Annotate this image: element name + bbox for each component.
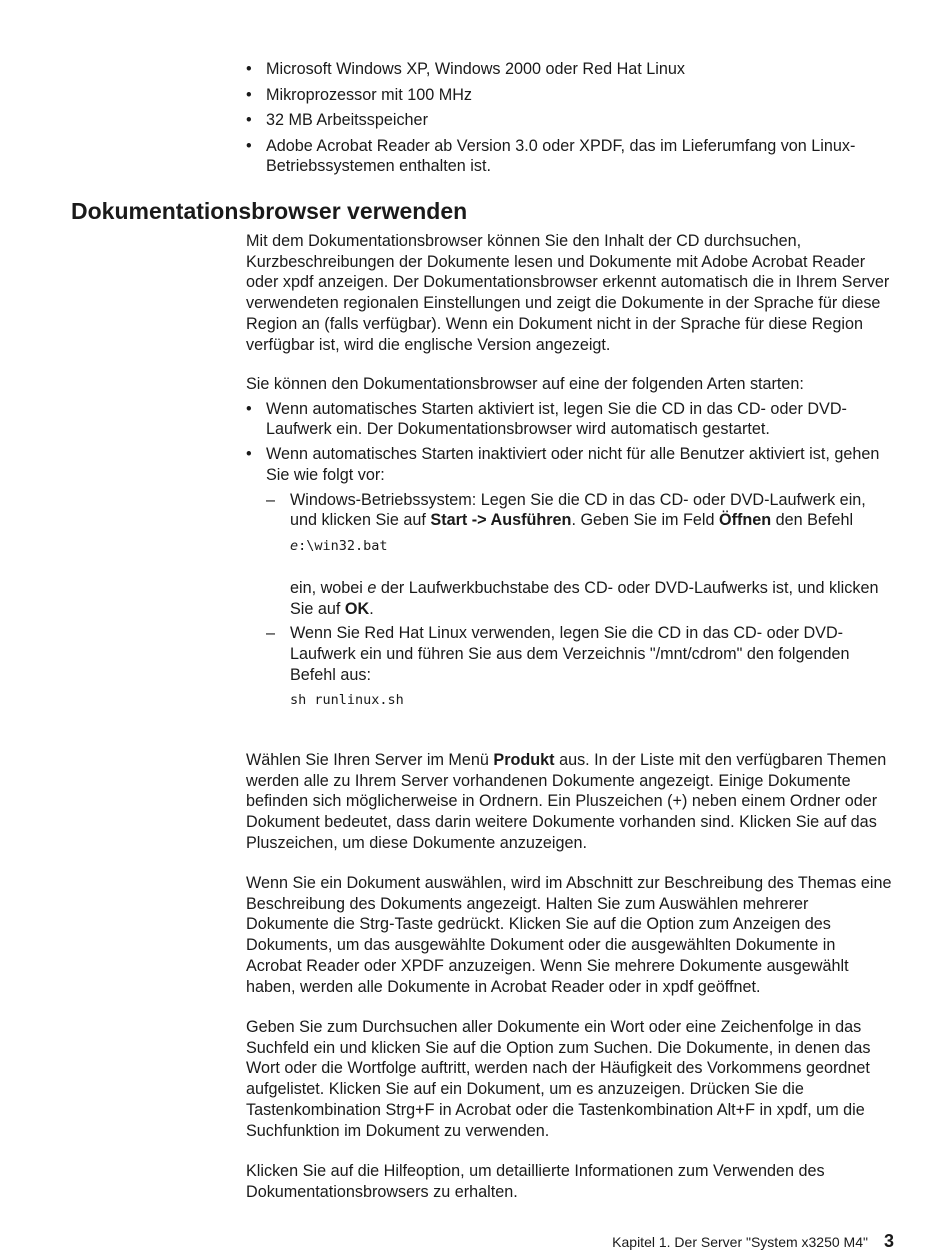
linux-instruction: – Wenn Sie Red Hat Linux verwenden, legen Sie die CD in das CD- oder DVD-Laufwerk ein und führen Sie aus dem Verzeichnis "/mnt/cdrom" den folgenden Befehl aus:: [246, 623, 894, 685]
product-section: [246, 750, 894, 854]
product-paragraph: Wählen Sie Ihren Server im Menü Produkt aus. In der Liste mit den verfügbaren Themen werden alle zu Ihrem Server vorhandenen Dokumente angezeigt. Einige Dokumente befinden sich möglicherweise in Ordnern. Ein Pluszeichen (+) neben einem Ordner oder Dokument bedeutet, dass darin weitere Dokumente vorhanden sind. Klicken Sie auf das Pluszeichen, um diese Dokumente anzuzeigen.: [246, 751, 887, 852]
start-bullet-manual: • Wenn automatisches Starten inaktiviert oder nicht für alle Benutzer aktiviert ist, gehen Sie wie folgt vor:: [246, 444, 894, 485]
section-heading: Dokumentationsbrowser verwenden: [71, 198, 468, 224]
help-paragraph: Klicken Sie auf die Hilfeoption, um detaillierte Informationen zum Verwenden des Dokumentationsbrowsers zu erhalten.: [246, 1162, 825, 1201]
ok-label: OK: [344, 599, 370, 618]
intro-paragraph: Mit dem Dokumentationsbrowser können Sie den Inhalt der CD durchsuchen, Kurzbeschreibungen der Dokumente lesen und Dokumente mit Adobe Acrobat Reader oder xpdf anzeigen. Der Dokumentationsbrowser erkennt automatisch die in Ihrem Server verwendeten regionalen Einstellungen und zeigt die Dokumente in der Sprache für diese Region an (falls verfügbar). Wenn ein Dokument nicht in der Sprache für diese Region verfügbar ist, wird die englische Version angezeigt.: [246, 232, 890, 354]
help-section: [246, 1161, 894, 1202]
chapter-title: Kapitel 1. Der Server "System x3250 M4": [612, 1234, 868, 1250]
windows-instruction: – Windows-Betriebssystem: Legen Sie die CD in das CD- oder DVD-Laufwerk ein, und klicken Sie auf Start -> Ausführen. Geben Sie im Feld Öffnen den Befehl: [246, 490, 894, 531]
windows-command: e:\win32.bat: [290, 537, 388, 554]
body-column-1: [246, 231, 894, 355]
search-section: [246, 1017, 894, 1141]
list-item: • 32 MB Arbeitsspeicher: [246, 110, 894, 136]
windows-note: ein, wobei e der Laufwerkbuchstabe des CD- oder DVD-Laufwerks ist, und klicken Sie auf OK.: [290, 578, 879, 618]
start-intro: Sie können den Dokumentationsbrowser auf eine der folgenden Arten starten:: [246, 375, 804, 393]
select-paragraph: Wenn Sie ein Dokument auswählen, wird im Abschnitt zur Beschreibung des Themas eine Beschreibung des Dokuments angezeigt. Halten Sie zum Auswählen mehrerer Dokumente die Strg-Taste gedrückt. Klicken Sie auf die Option zum Anzeigen des Dokuments, um das ausgewählte Dokument oder die ausgewählten Dokumente in Acrobat Reader oder XPDF anzuzeigen. Wenn Sie mehrere Dokumente ausgewählt haben, werden alle Dokumente in Acrobat Reader oder in xpdf geöffnet.: [246, 874, 892, 996]
select-section: [246, 873, 894, 997]
list-item: • Microsoft Windows XP, Windows 2000 oder Red Hat Linux: [246, 59, 894, 85]
search-paragraph: Geben Sie zum Durchsuchen aller Dokumente ein Wort oder eine Zeichenfolge in das Suchfeld ein und klicken Sie auf die Option zum Suchen. Die Dokumente, in denen das Wort oder die Wortfolge auftritt, werden nach der Häufigkeit des Vorkommens geordnet aufgelistet. Klicken Sie auf ein Dokument, um es anzuzeigen. Drücken Sie die Tastenkombination Strg+F in Acrobat oder die Tastenkombination Alt+F in xpdf, um die Suchfunktion im Dokument zu verwenden.: [246, 1018, 871, 1140]
product-menu-label: Produkt: [493, 751, 555, 769]
list-item: • Adobe Acrobat Reader ab Version 3.0 oder XPDF, das im Lieferumfang von Linux-Betriebssystemen enthalten ist.: [246, 136, 894, 177]
linux-command: sh runlinux.sh: [290, 692, 404, 709]
requirements-list: [246, 59, 894, 177]
page-footer: [612, 1232, 894, 1251]
page-number: 3: [883, 1231, 894, 1251]
open-field-label: Öffnen: [719, 511, 772, 530]
start-methods: [246, 374, 894, 710]
list-item: • Mikroprozessor mit 100 MHz: [246, 85, 894, 111]
start-bullet-auto: • Wenn automatisches Starten aktiviert ist, legen Sie die CD in das CD- oder DVD-Laufwerk ein. Der Dokumentationsbrowser wird automatisch gestartet.: [246, 399, 894, 440]
start-run-label: Start -> Ausführen: [430, 511, 572, 530]
